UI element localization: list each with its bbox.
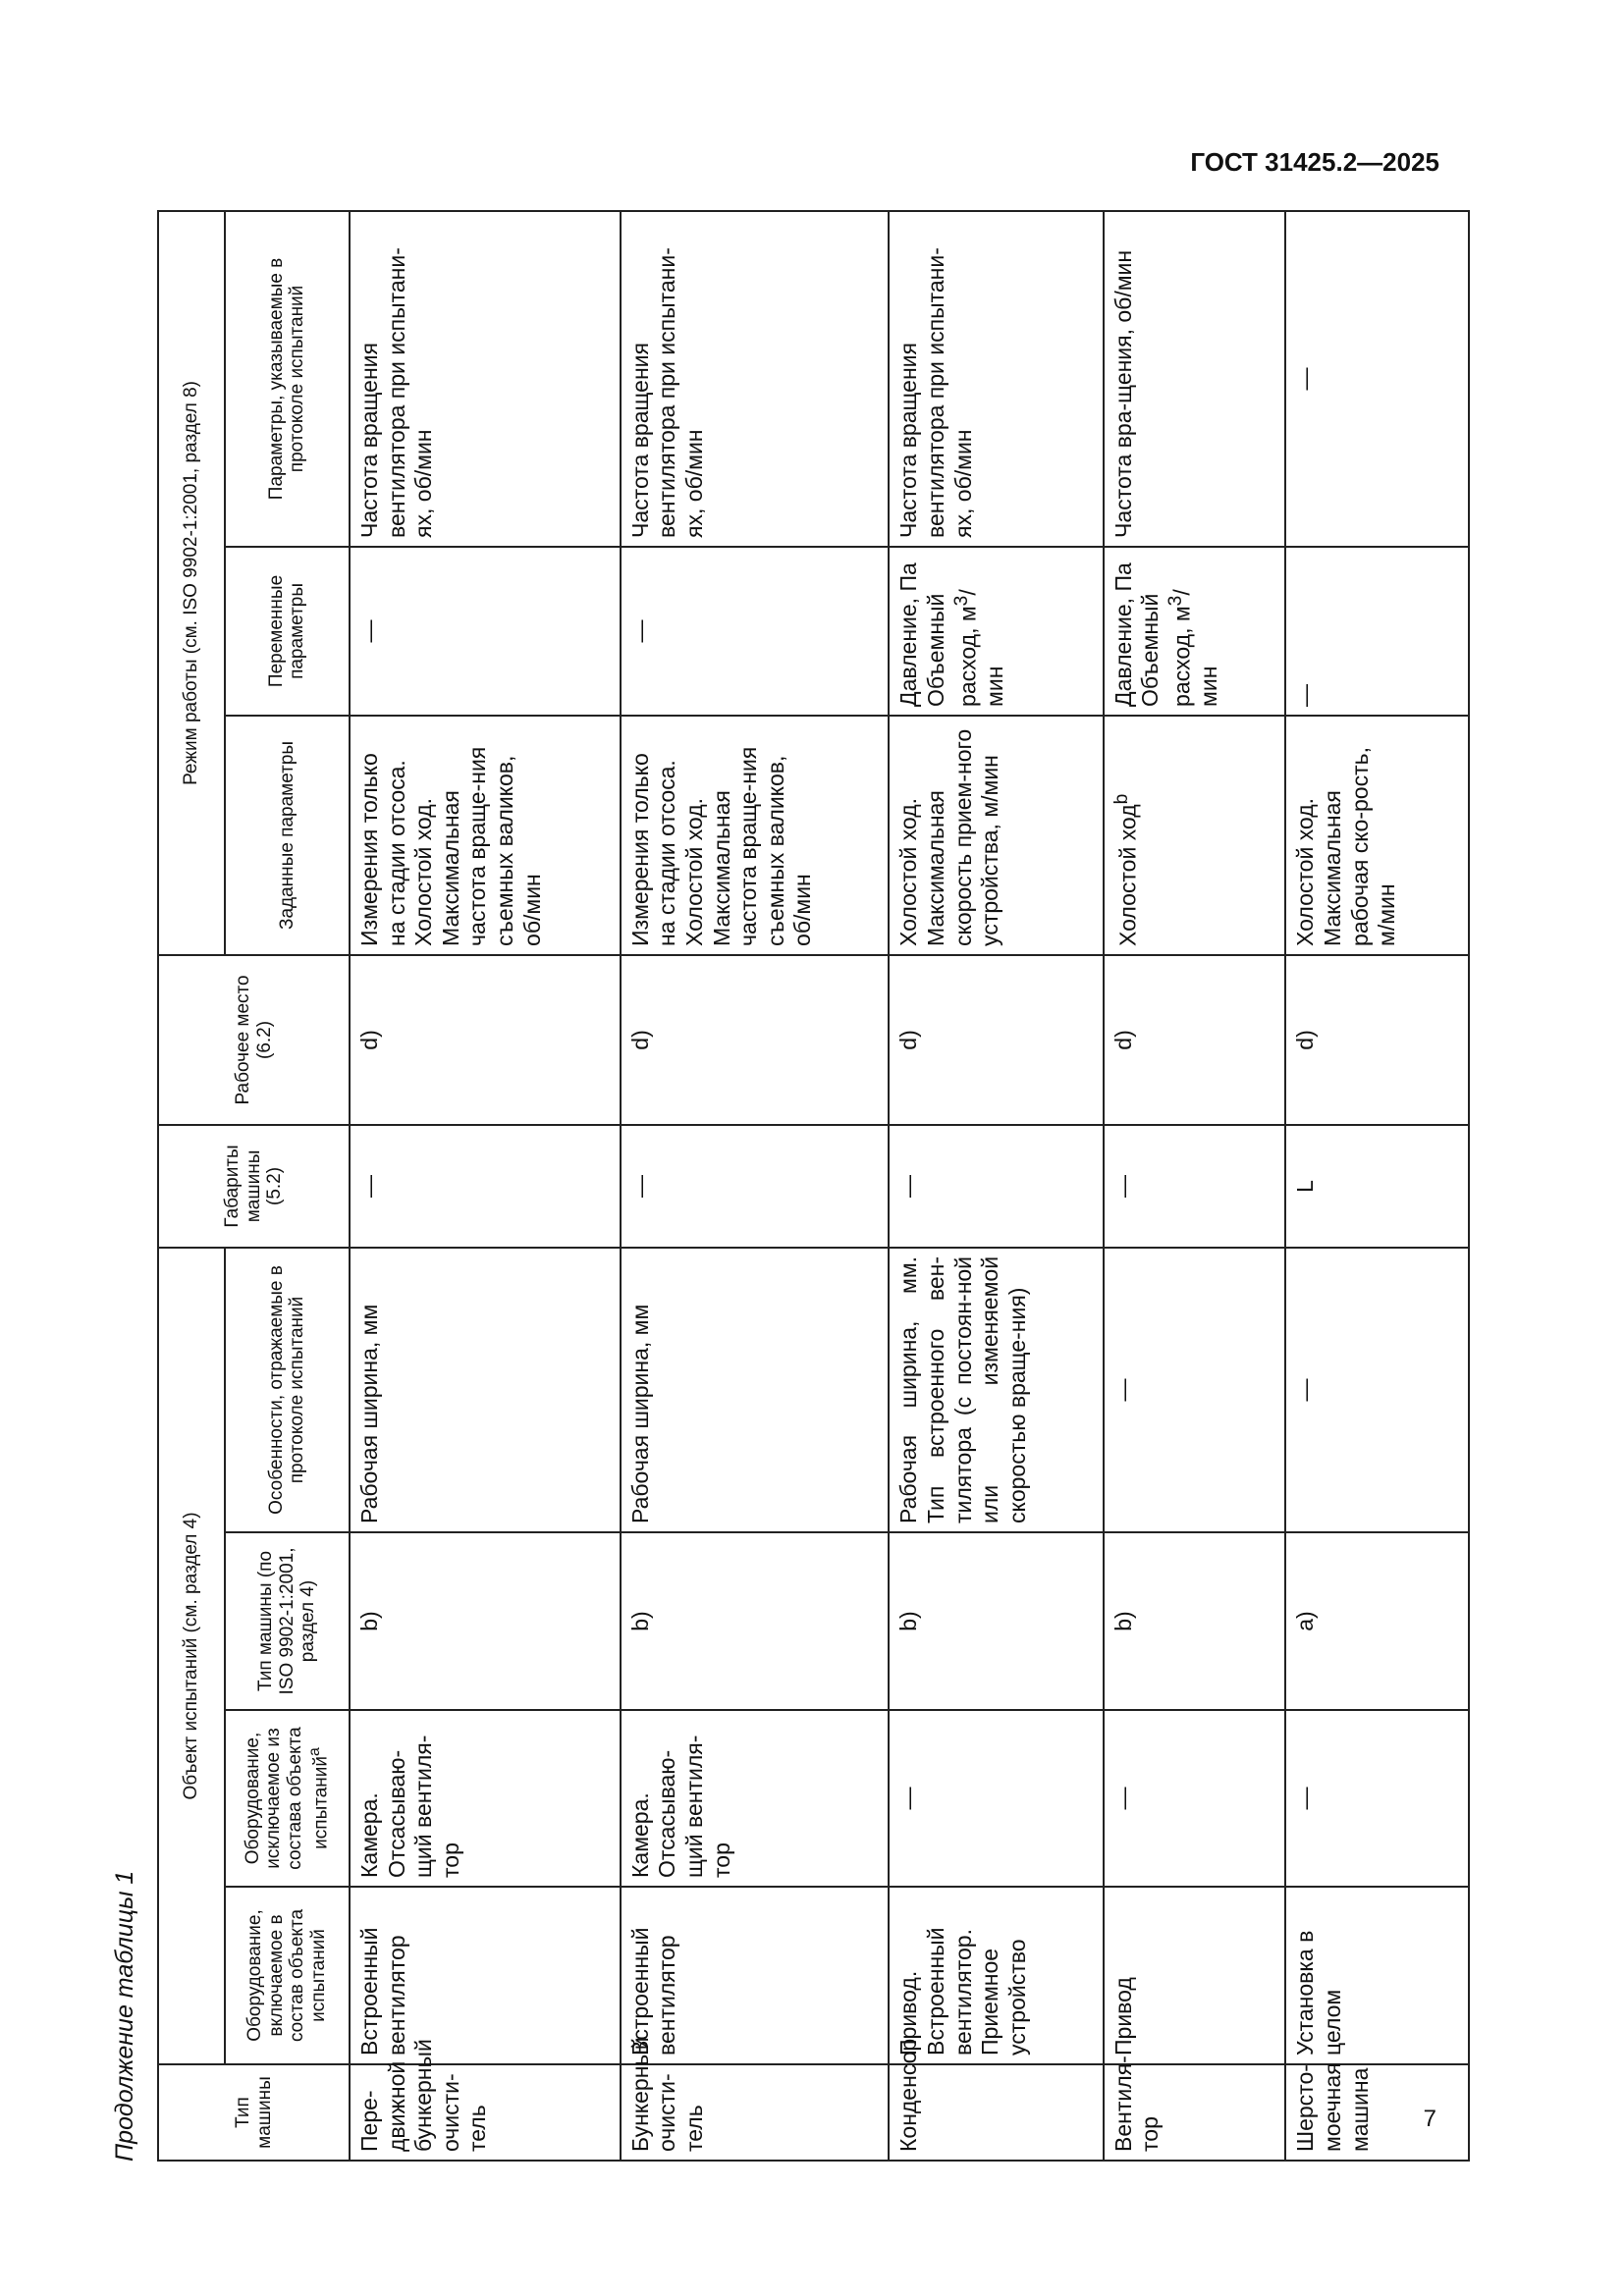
cell-workplace: d) (350, 955, 621, 1125)
cell-variable-params (1104, 547, 1286, 716)
header-variable-params: Переменные параметры (225, 547, 350, 716)
cell-iso-type: b) (889, 1532, 1103, 1710)
group-header-row (158, 211, 225, 2161)
cell-set-params: Измерения только на стадии отсоса. Холостой ход. Максимальная частота враще-ния съемных валиков, об/мин (350, 716, 621, 955)
cell-workplace: d) (1285, 955, 1469, 1125)
cell-included: Привод. Встроенный вентилятор. Приемное устройство (889, 1887, 1103, 2064)
cell-variable-params: — (350, 547, 621, 716)
header-dimensions: Габариты машины (5.2) (158, 1125, 350, 1248)
footnote-b-mark: b (1110, 793, 1132, 805)
header-machine-type: Тип машины (158, 2064, 350, 2161)
cell-dimensions: L (1285, 1125, 1469, 1248)
cell-excluded: — (889, 1710, 1103, 1887)
table-row (1285, 211, 1469, 2161)
cell-included: Встроенный вентилятор (621, 1887, 890, 2064)
cell-machine-type: Конденсор (889, 2064, 1103, 2161)
cell-included: Привод (1104, 1887, 1286, 2064)
flow-unit-tail: /мин (954, 589, 1007, 707)
cell-iso-type: b) (621, 1532, 890, 1710)
header-report-params: Параметры, указываемые в протоколе испытаний (225, 211, 350, 547)
header-included: Оборудование, включаемое в состав объекта испытаний (225, 1887, 350, 2064)
cell-report-params: — (1285, 211, 1469, 547)
cell-dimensions: — (621, 1125, 890, 1248)
page-number: 7 (1423, 2106, 1436, 2132)
cell-report-params: Частота вращения вентилятора при испытани-ях, об/мин (350, 211, 621, 547)
cell-features: — (1104, 1248, 1286, 1532)
header-set-params: Заданные параметры (225, 716, 350, 955)
pressure-label: Давление, Па (1110, 562, 1136, 707)
header-excluded (225, 1710, 350, 1887)
cell-excluded: Камера. Отсасываю-щий вентиля-тор (621, 1710, 890, 1887)
cell-features: Рабочая ширина, мм (350, 1248, 621, 1532)
cell-dimensions: — (889, 1125, 1103, 1248)
cell-iso-type: b) (1104, 1532, 1286, 1710)
footnote-a-mark: a (306, 1747, 324, 1756)
header-features: Особенности, отражаемые в протоколе испытаний (225, 1248, 350, 1532)
flow-label: Объемный расход, (1137, 593, 1195, 707)
cell-report-params: Частота вра-щения, об/мин (1104, 211, 1286, 547)
cell-set-params (1104, 716, 1286, 955)
flow-unit: м (1168, 606, 1195, 622)
cell-included: Установка в целом (1285, 1887, 1469, 2064)
cell-excluded: — (1285, 1710, 1469, 1887)
cell-features: — (1285, 1248, 1469, 1532)
header-iso-type: Тип машины (по ISO 9902-1:2001, раздел 4) (225, 1532, 350, 1710)
flow-unit-tail: /мин (1168, 589, 1222, 707)
cell-features: Рабочая ширина, мм. Тип встроенного вен-тилятора (с постоян-ной или изменяемой скоростью враще-ния) (889, 1248, 1103, 1532)
cell-machine-type: Бункерный очисти-тель (621, 2064, 890, 2161)
document-standard-number: ГОСТ 31425.2—2025 (1190, 147, 1439, 177)
cell-report-params: Частота вращения вентилятора при испытани-ях, об/мин (889, 211, 1103, 547)
rotated-table-region (111, 212, 1470, 2162)
cell-machine-type: Пере-движной бункерный очисти-тель (350, 2064, 621, 2161)
flow-unit: м (954, 606, 981, 622)
cell-included: Встроенный вентилятор (350, 1887, 621, 2064)
set-params-text: Холостой ход (1114, 804, 1141, 946)
group-header-mode: Режим работы (см. ISO 9902-1:2001, раздел 8) (158, 211, 225, 955)
cell-iso-type: a) (1285, 1532, 1469, 1710)
cell-workplace: d) (621, 955, 890, 1125)
table-caption: Продолжение таблицы 1 (111, 1870, 138, 2162)
cell-variable-params: — (1285, 547, 1469, 716)
cell-excluded: Камера. Отсасываю-щий вентиля-тор (350, 1710, 621, 1887)
cell-dimensions: — (350, 1125, 621, 1248)
table-row (350, 211, 621, 2161)
cell-set-params: Измерения только на стадии отсоса. Холостой ход. Максимальная частота враще-ния съемных валиков, об/мин (621, 716, 890, 955)
cell-set-params: Холостой ход. Максимальная рабочая ско-рость, м/мин (1285, 716, 1469, 955)
cell-features: Рабочая ширина, мм (621, 1248, 890, 1532)
table-row (1104, 211, 1286, 2161)
pressure-label: Давление, Па (895, 562, 922, 707)
cell-report-params: Частота вращения вентилятора при испытани-ях, об/мин (621, 211, 890, 547)
cell-machine-type: Шерсто-моечная машина (1285, 2064, 1469, 2161)
flow-unit-exponent: 3 (950, 595, 972, 607)
flow-unit-exponent: 3 (1164, 595, 1186, 607)
cell-variable-params: — (621, 547, 890, 716)
table-row (889, 211, 1103, 2161)
cell-excluded: — (1104, 1710, 1286, 1887)
cell-machine-type: Вентиля-тор (1104, 2064, 1286, 2161)
cell-workplace: d) (1104, 955, 1286, 1125)
cell-iso-type: b) (350, 1532, 621, 1710)
cell-variable-params (889, 547, 1103, 716)
table-row (621, 211, 890, 2161)
header-workplace: Рабочее место (6.2) (158, 955, 350, 1125)
cell-set-params: Холостой ход. Максимальная скорость прием-ного устройства, м/мин (889, 716, 1103, 955)
group-header-object: Объект испытаний (см. раздел 4) (158, 1248, 225, 2064)
cell-workplace: d) (889, 955, 1103, 1125)
flow-label: Объемный расход, (922, 593, 981, 707)
header-excluded-text: Оборудование, исключаемое из состава объекта испытаний (242, 1727, 332, 1870)
cell-dimensions: — (1104, 1125, 1286, 1248)
machine-test-table (157, 210, 1470, 2162)
